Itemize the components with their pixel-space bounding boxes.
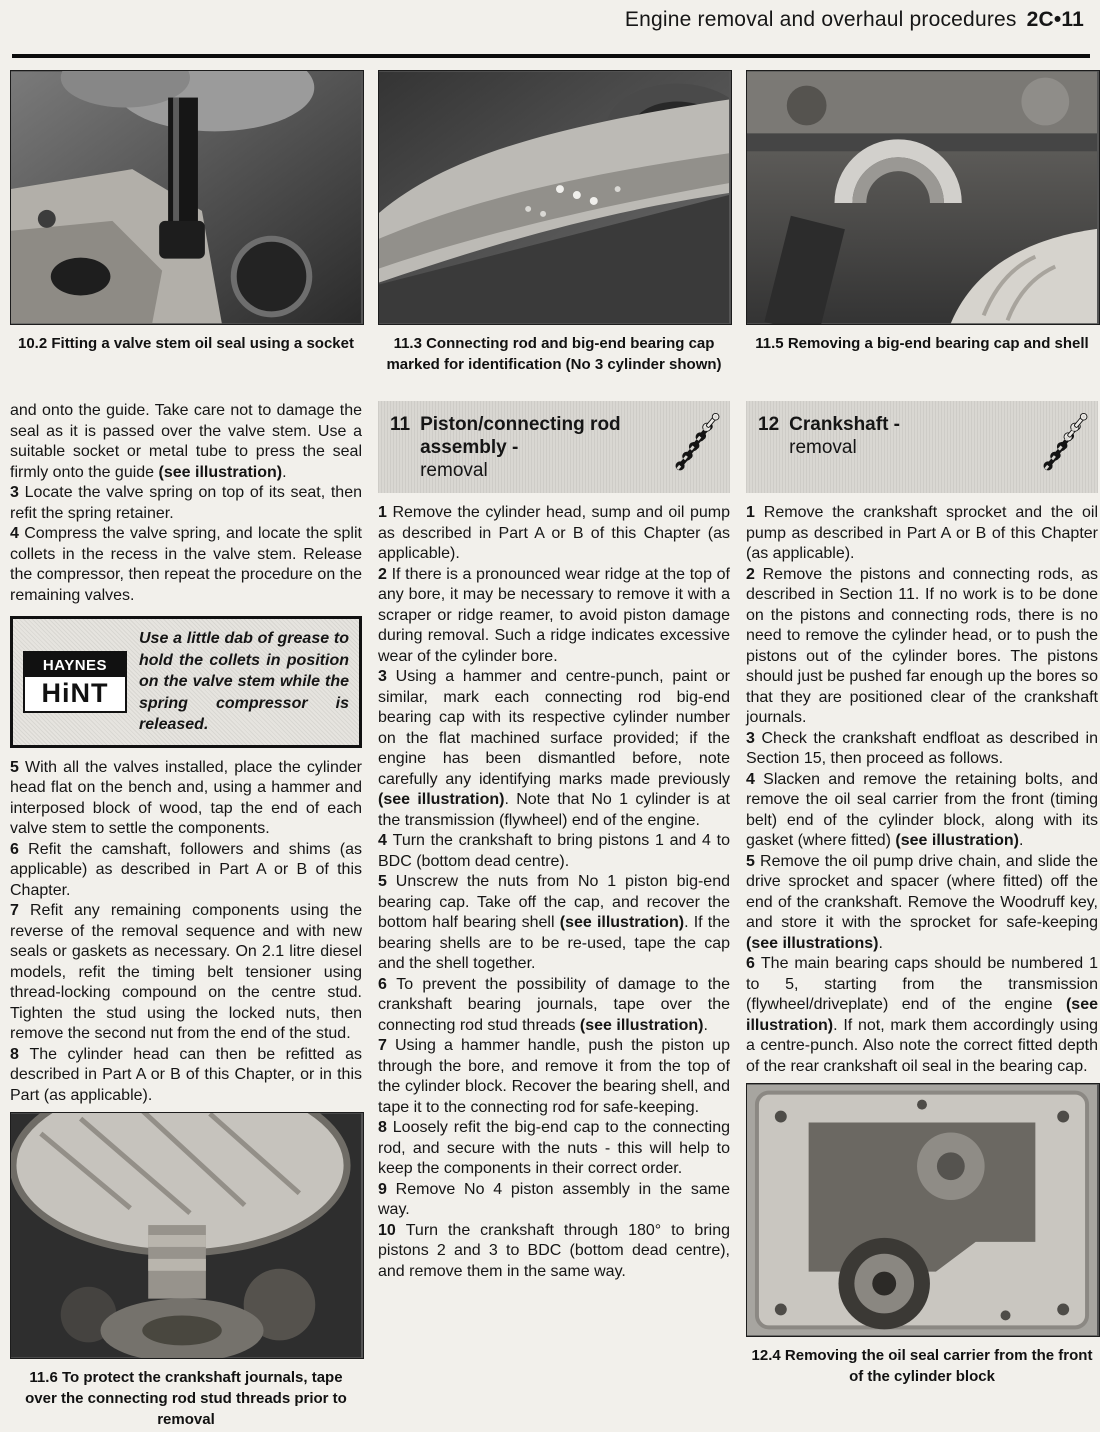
paragraph: 5 Remove the oil pump drive chain, and slide the drive sprocket and spacer (where fitted) off the end of the crankshaft. Remove the Woodruff key, and store it with the sprocket for safe-keeping (see illustrations).: [746, 852, 1098, 952]
paragraph: 2 Remove the pistons and connecting rods, as described in Section 11. If no work is to be done on the pistons and connecting rods, there is no need to remove the cylinder head, or to push the pistons out of the cylinder bores. The pistons should just be pushed far enough up the bores so that they are positioned clear of the crankshaft journals.: [746, 565, 1098, 726]
photo-oil-seal-carrier: [746, 1083, 1100, 1337]
paragraph: 4 Compress the valve spring, and locate the split collets in the recess in the valve stem. Release the compressor, then repeat the procedure on the remaining valves.: [10, 525, 362, 604]
paragraph: 6 The main bearing caps should be numbered 1 to 5, starting from the transmission (flywheel/driveplate) end of the engine (see illustration). If not, mark them accordingly using a centre-punch. Also note the correct fitted depth of the rear crankshaft oil seal in the bearing cap.: [746, 955, 1098, 1075]
paragraph: 9 Remove No 4 piston assembly in the same way.: [378, 1180, 730, 1218]
difficulty-wrenches-icon: [672, 409, 724, 486]
paragraph: 7 Using a hammer handle, push the piston up through the bore, and remove it from the top of the cylinder block. Recover the bearing shell, and tape it to the connecting rod for safe-keeping.: [378, 1037, 730, 1116]
left-body-top: [10, 401, 362, 606]
paragraph: 8 Loosely refit the big-end cap to the connecting rod, and secure with the nuts - this will help to keep the components in their correct order.: [378, 1119, 730, 1177]
haynes-logo-brand: HAYNES: [25, 653, 125, 677]
left-body-bottom: [10, 758, 362, 1107]
paragraph: 3 Locate the valve spring on top of its seat, then refit the spring retainer.: [10, 484, 362, 522]
right-body: [746, 503, 1098, 1077]
paragraph: 10 Turn the crankshaft through 180° to bring pistons 2 and 3 to BDC (bottom dead centre), and remove them in the same way.: [378, 1221, 730, 1280]
paragraph: 4 Slacken and remove the retaining bolts, and remove the oil seal carrier from the front (timing belt) end of the cylinder block, along with its gasket (where fitted) (see illustration).: [746, 770, 1098, 849]
section-11-subtitle: removal: [420, 460, 488, 481]
caption-11-3: 11.3 Connecting rod and big-end bearing cap marked for identification (No 3 cylinder shown): [386, 335, 722, 373]
paragraph: 1 Remove the crankshaft sprocket and the oil pump as described in Part A or B of this Chapter (as applicable).: [746, 504, 1099, 562]
caption-10-2: 10.2 Fitting a valve stem oil seal using a socket: [18, 335, 354, 352]
section-12-number: 12: [758, 414, 780, 435]
column-right: [746, 70, 1098, 1430]
caption-11-5: 11.5 Removing a big-end bearing cap and shell: [755, 335, 1089, 352]
section-11-number: 11: [390, 414, 411, 435]
hint-text: Use a little dab of grease to hold the collets in position on the valve stem while the spring compressor is released.: [139, 630, 349, 733]
middle-body: [378, 503, 730, 1282]
column-left: [10, 70, 362, 1430]
paragraph: 8 The cylinder head can then be refitted as described in Part A or B of this Chapter, or in this Part (as applicable).: [10, 1045, 362, 1104]
haynes-hint-box: [10, 616, 362, 748]
caption-12-4: 12.4 Removing the oil seal carrier from the front of the cylinder block: [751, 1347, 1093, 1385]
section-12-title: Crankshaft -: [789, 414, 900, 435]
section-12-heading: [746, 401, 1098, 493]
haynes-logo-word: HiNT: [41, 677, 109, 708]
section-12-subtitle: removal: [789, 437, 857, 458]
columns: [10, 70, 1099, 1430]
paragraph: 7 Refit any remaining components using the reverse of the removal sequence and with new seals or gaskets as necessary. On 2.1 litre diesel models, refit the timing belt tensioner using thread-locking compound on the centre stud. Tighten the stud using the locked nuts, then remove the second nut from the end of the stud.: [10, 902, 362, 1042]
paragraph: 5 Unscrew the nuts from No 1 piston big-end bearing cap. Take off the cap, and recover the bottom half bearing shell (see illustration). If the bearing shells are to be re-used, tape the cap and the shell together.: [378, 873, 731, 972]
header-rule: [12, 54, 1090, 58]
paragraph: 3 Check the crankshaft endfloat as described in Section 15, then proceed as follows.: [746, 729, 1098, 767]
haynes-hint-logo: [23, 651, 127, 713]
photo-valve-stem-oil-seal: [10, 70, 364, 325]
paragraph: 2 If there is a pronounced wear ridge at the top of any bore, it may be necessary to remove it with a scraper or ridge reamer, to avoid piston damage during removal. Such a ridge indicates excessive wear of the cylinder bore.: [378, 565, 730, 665]
difficulty-wrenches-icon: [1040, 409, 1092, 486]
section-11-title: Piston/connecting rod assembly -: [420, 414, 621, 458]
paragraph: 4 Turn the crankshaft to bring pistons 1 and 4 to BDC (bottom dead centre).: [378, 832, 730, 870]
caption-11-6: 11.6 To protect the crankshaft journals, tape over the connecting rod stud threads prior to removal: [25, 1369, 347, 1428]
photo-crankshaft-journals-tape: [10, 1112, 364, 1359]
paragraph: 6 To prevent the possibility of damage to the crankshaft bearing journals, tape over the connecting rod stud threads (see illustration).: [378, 975, 730, 1034]
photo-connecting-rod-marked: [378, 70, 732, 325]
page-number: 2C•11: [1026, 8, 1084, 31]
photo-big-end-bearing-cap: [746, 70, 1100, 325]
page-header-title: Engine removal and overhaul procedures: [624, 8, 1017, 31]
section-11-heading: [378, 401, 730, 493]
paragraph: 1 Remove the cylinder head, sump and oil pump as described in Part A or B of this Chapter (as applicable).: [378, 504, 730, 562]
page-header: [625, 8, 1084, 32]
column-middle: [378, 70, 730, 1430]
paragraph: and onto the guide. Take care not to damage the seal as it is passed over the valve stem. Use a suitable socket or metal tube to press the seal firmly onto the guide (see illustration).: [10, 402, 362, 481]
paragraph: 3 Using a hammer and centre-punch, paint or similar, mark each connecting rod big-end bearing cap with its respective cylinder number on the flat machined surface provided; if the engine has been dismantled before, note carefully any identifying marks made previously (see illustration). Note that No 1 cylinder is at the transmission (flywheel) end of the engine.: [378, 668, 731, 829]
paragraph: 5 With all the valves installed, place the cylinder head flat on the bench and, using a hammer and interposed block of wood, tap the end of each valve stem to settle the components.: [10, 758, 362, 837]
paragraph: 6 Refit the camshaft, followers and shims (as applicable) as described in Part A or B of this Chapter.: [10, 840, 362, 899]
